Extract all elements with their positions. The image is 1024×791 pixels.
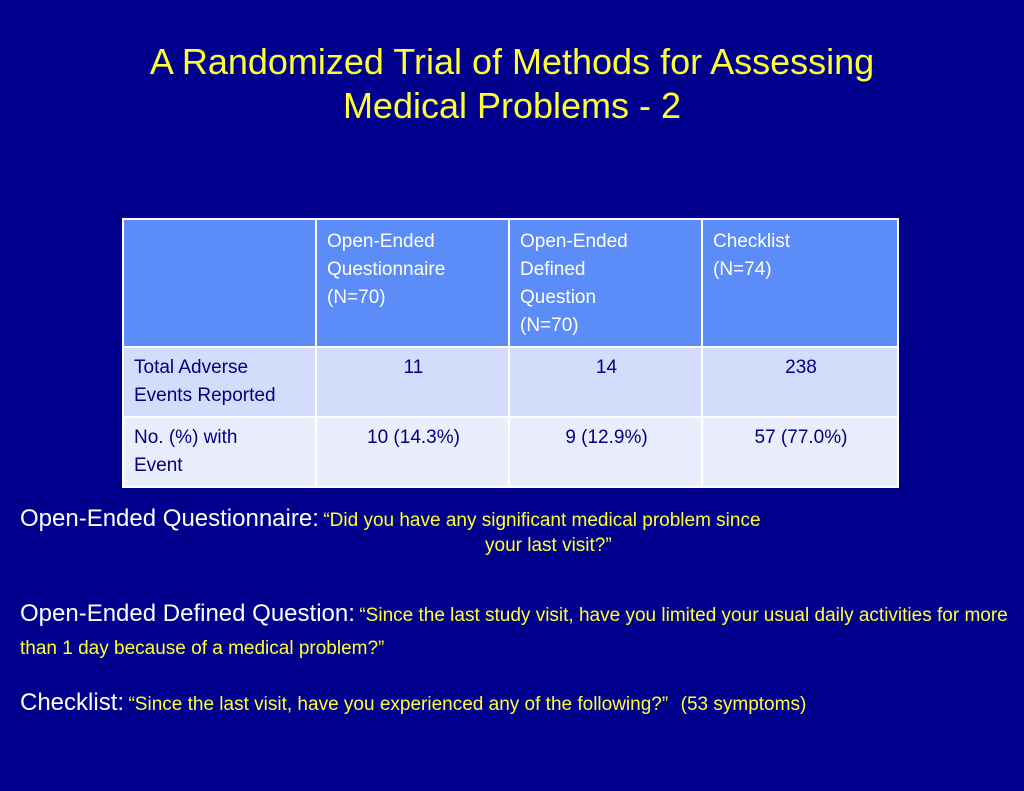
header-line: Open-Ended bbox=[520, 231, 628, 252]
definition-label: Open-Ended Defined Question: bbox=[20, 600, 355, 627]
row-label-line: Events Reported bbox=[134, 385, 276, 406]
definition-defined-question bbox=[20, 598, 1020, 666]
table-cell: 11 bbox=[316, 347, 509, 417]
slide-title bbox=[0, 40, 1024, 128]
row-label-line: Total Adverse bbox=[134, 357, 249, 378]
header-open-ended-defined-question bbox=[509, 219, 702, 347]
table-row-no-with-event bbox=[123, 417, 898, 487]
header-checklist bbox=[702, 219, 898, 347]
definition-label: Open-Ended Questionnaire: bbox=[20, 505, 319, 532]
table-cell: 9 (12.9%) bbox=[509, 417, 702, 487]
header-line: Checklist bbox=[713, 231, 791, 252]
table-row-total-adverse-events bbox=[123, 347, 898, 417]
header-line: Defined bbox=[520, 259, 586, 280]
title-line-2: Medical Problems - 2 bbox=[342, 85, 682, 126]
header-line: (N=74) bbox=[713, 259, 772, 280]
header-empty-cell bbox=[123, 219, 316, 347]
header-line: Questionnaire bbox=[327, 259, 446, 280]
header-line: Open-Ended bbox=[327, 231, 435, 252]
header-line: Question bbox=[520, 287, 597, 308]
definition-checklist bbox=[20, 689, 1020, 717]
definition-note: (53 symptoms) bbox=[680, 694, 807, 715]
definition-questionnaire bbox=[20, 505, 1020, 557]
table-cell: 14 bbox=[509, 347, 702, 417]
header-line: (N=70) bbox=[327, 287, 386, 308]
definition-quote-continued: your last visit?” bbox=[485, 535, 612, 556]
header-open-ended-questionnaire bbox=[316, 219, 509, 347]
definition-quote: “Did you have any significant medical problem since bbox=[323, 510, 761, 531]
row-label bbox=[123, 417, 316, 487]
table-cell: 10 (14.3%) bbox=[316, 417, 509, 487]
results-table bbox=[122, 218, 899, 488]
definition-quote: “Since the last study visit, have you limited your usual daily activities for more than 1 day because of a medical problem?” bbox=[20, 605, 1008, 659]
row-label bbox=[123, 347, 316, 417]
header-line: (N=70) bbox=[520, 315, 579, 336]
definition-label: Checklist: bbox=[20, 689, 125, 716]
definition-quote: “Since the last visit, have you experienced any of the following?” bbox=[128, 694, 669, 715]
table-header-row bbox=[123, 219, 898, 347]
title-line-1: A Randomized Trial of Methods for Assessing bbox=[149, 41, 875, 82]
table-cell: 238 bbox=[702, 347, 898, 417]
table-cell: 57 (77.0%) bbox=[702, 417, 898, 487]
row-label-line: No. (%) with bbox=[134, 427, 238, 448]
row-label-line: Event bbox=[134, 455, 183, 476]
